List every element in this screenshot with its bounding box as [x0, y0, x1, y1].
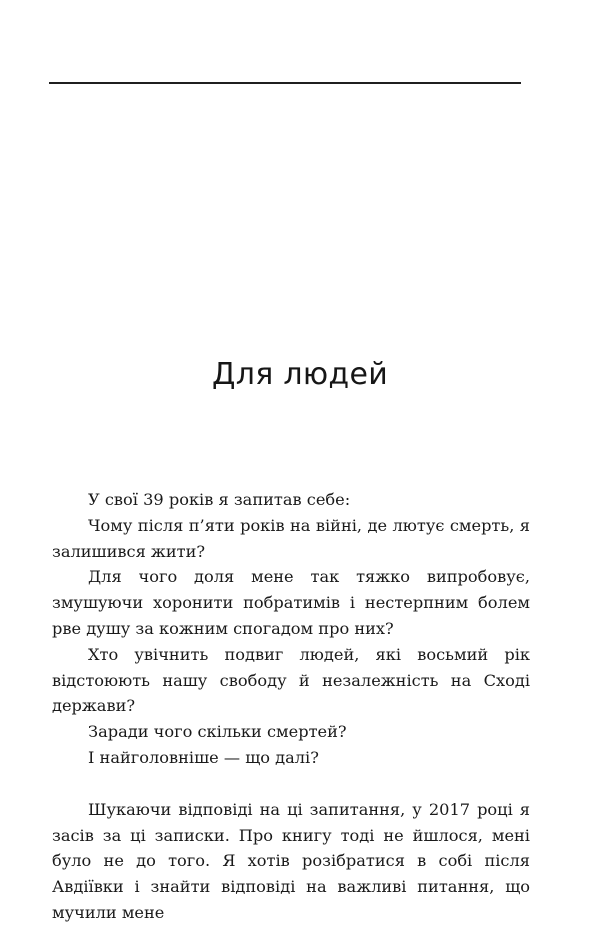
paragraph-7: Шукаючи відповіді на ці запитання, у 2017 році я засів за ці записки. Про книгу тоді не йшлося, мені було не до того. Я хотів розібратися в собі після Авдіївки і знайти відповіді на важливі питання, що мучили мене	[52, 799, 530, 922]
paragraph-6: І найголовніше — що далі?	[88, 747, 319, 767]
paragraph-5: Заради чого скільки смертей?	[88, 722, 347, 742]
paragraph-3: Для чого доля мене так тяжко випробовує, змушуючи хоронити побратимів і нестерпним болем рве душу за кожним спогадом про них?	[52, 567, 530, 638]
paragraph-1: У свої 39 років я запитав себе:	[88, 490, 351, 509]
chapter-title: Для людей	[211, 357, 389, 392]
header-rule	[49, 82, 521, 84]
paragraph-2: Чому після п’яти років на війні, де лютує смерть, я залишився жити?	[52, 515, 530, 561]
body-text	[52, 487, 530, 926]
paragraph-4: Хто увічнить подвиг людей, які восьмий рік відстоюють нашу свободу й незалежність на Сході держави?	[52, 644, 530, 716]
paragraph-gap	[52, 771, 530, 797]
